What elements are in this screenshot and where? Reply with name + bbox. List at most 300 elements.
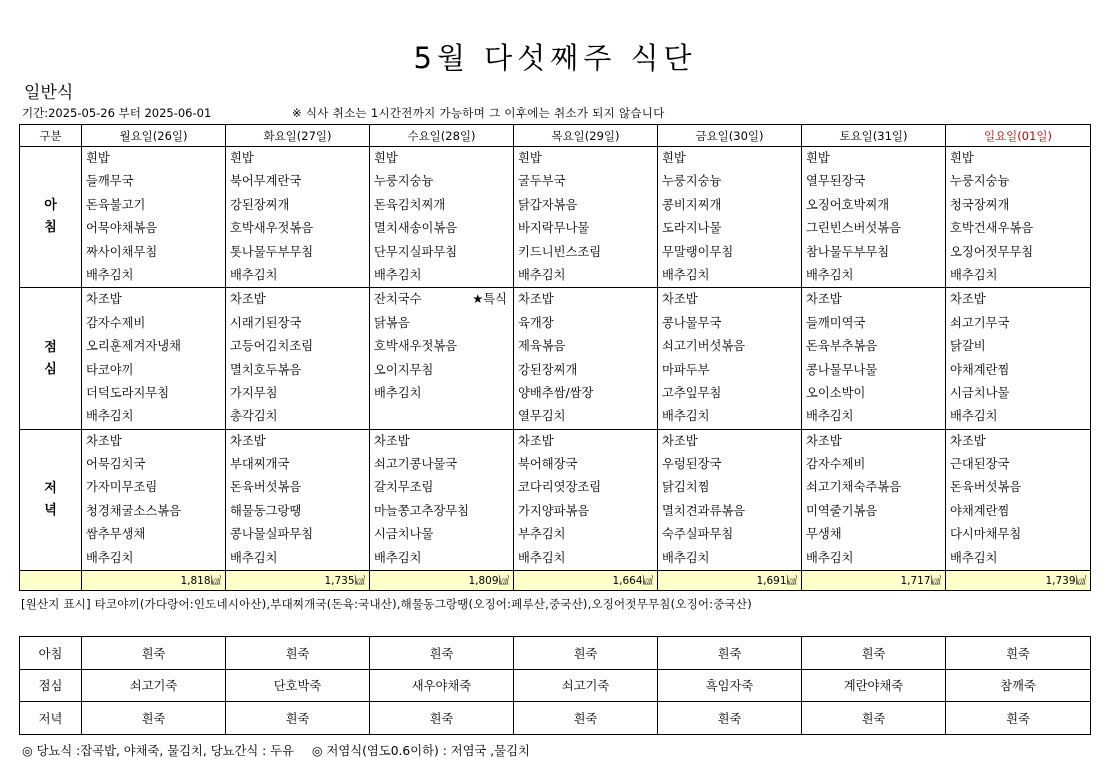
day-header-fri: 금요일(30일)	[658, 125, 802, 147]
porridge-item-mon: 흰죽	[82, 702, 226, 735]
menu-item	[946, 170, 1090, 193]
menu-item	[82, 547, 225, 570]
porridge-meal-label: 점심	[20, 669, 82, 702]
porridge-item-sat: 흰죽	[802, 637, 946, 670]
menu-item	[82, 382, 225, 405]
menu-item	[370, 241, 513, 264]
menu-item-text: 콩비지찌개	[662, 197, 722, 212]
menu-item	[226, 547, 369, 570]
menu-item-text: 갈치무조림	[374, 480, 434, 495]
menu-item-text: 감자수제비	[86, 315, 146, 330]
menu-item-text: 콩나물실파무침	[230, 527, 314, 542]
menu-item	[802, 147, 945, 170]
menu-item-text: 양배추쌈/쌈장	[518, 385, 594, 400]
menu-item-text: 배추김치	[374, 267, 422, 282]
menu-item	[370, 312, 513, 335]
menu-item-text: 시금치나물	[374, 527, 434, 542]
menu-item	[514, 288, 657, 311]
menu-item	[514, 430, 657, 453]
porridge-item-fri: 흰죽	[658, 637, 802, 670]
menu-item	[514, 217, 657, 240]
menu-item-text: 배추김치	[806, 267, 854, 282]
menu-item-text: 북어무계란국	[230, 174, 302, 189]
menu-item-text: 강된장찌개	[230, 197, 290, 212]
menu-item	[514, 476, 657, 499]
day-header-mon: 월요일(26일)	[82, 125, 226, 147]
menu-item	[82, 217, 225, 240]
menu-item-text: 야채계란찜	[950, 503, 1010, 518]
menu-item	[802, 500, 945, 523]
menu-item	[370, 382, 513, 405]
menu-item-text: 배추김치	[806, 550, 854, 565]
menu-item	[514, 500, 657, 523]
menu-item	[658, 288, 801, 311]
menu-item-text: 콩나물무나물	[806, 362, 878, 377]
menu-item	[946, 217, 1090, 240]
menu-item-text: 차조밥	[662, 292, 698, 307]
menu-item-text: 닭김치찜	[662, 480, 710, 495]
porridge-item-tue: 흰죽	[226, 702, 370, 735]
menu-item	[370, 453, 513, 476]
menu-item-text: 제육볶음	[518, 339, 566, 354]
kcal-mon: 1,818㎉	[82, 571, 226, 591]
menu-item	[370, 288, 513, 311]
menu-item	[226, 241, 369, 264]
menu-item-text: 쌈추무생채	[86, 527, 146, 542]
menu-item	[658, 312, 801, 335]
menu-item	[802, 241, 945, 264]
menu-cell-dinner-thu	[514, 429, 658, 570]
menu-cell-lunch-fri	[658, 288, 802, 429]
menu-item-text: 오징어젓무무침	[950, 244, 1034, 259]
menu-item-text: 감자수제비	[806, 457, 866, 472]
menu-item	[514, 335, 657, 358]
menu-item	[370, 359, 513, 382]
menu-item-text: 배추김치	[374, 550, 422, 565]
menu-item-text: 흰밥	[230, 151, 254, 165]
menu-item-text: 차조밥	[374, 433, 410, 448]
porridge-meal-label: 저녁	[20, 702, 82, 735]
menu-cell-breakfast-thu	[514, 147, 658, 288]
menu-item-text: 마늘쫑고추장무침	[374, 503, 470, 518]
meal-label-lunch: 점 심	[20, 288, 82, 429]
menu-item	[226, 382, 369, 405]
menu-item-text: 부대찌개국	[230, 457, 290, 472]
menu-cell-lunch-sun	[946, 288, 1091, 429]
menu-item	[82, 523, 225, 546]
menu-item	[226, 335, 369, 358]
menu-item	[946, 288, 1090, 311]
porridge-item-fri: 흰죽	[658, 702, 802, 735]
menu-item-text: 흰밥	[86, 151, 110, 165]
menu-item	[946, 194, 1090, 217]
porridge-item-sun: 참깨죽	[946, 669, 1091, 702]
menu-item	[370, 523, 513, 546]
kcal-wed: 1,809㎉	[370, 571, 514, 591]
menu-cell-breakfast-tue	[226, 147, 370, 288]
kcal-fri: 1,691㎉	[658, 571, 802, 591]
porridge-item-wed: 흰죽	[370, 637, 514, 670]
meal-label-dinner: 저 녁	[20, 429, 82, 570]
menu-cell-dinner-mon	[82, 429, 226, 570]
menu-item	[226, 217, 369, 240]
menu-item	[946, 430, 1090, 453]
menu-item-text: 참나물두부무침	[806, 244, 890, 259]
menu-item-text: 그린빈스버섯볶음	[806, 221, 902, 236]
menu-item-text: 호박건새우볶음	[950, 221, 1034, 236]
menu-item	[82, 241, 225, 264]
menu-item	[802, 359, 945, 382]
menu-item-text: 무생채	[806, 527, 842, 542]
menu-item-text: 배추김치	[86, 409, 134, 424]
menu-item-text: 부추김치	[518, 527, 566, 542]
menu-item-text: 청국장찌개	[950, 197, 1010, 212]
menu-item	[82, 500, 225, 523]
menu-item-text: 호박새우젓볶음	[374, 339, 458, 354]
kcal-sun: 1,739㎉	[946, 571, 1091, 591]
menu-item	[226, 312, 369, 335]
special-meal-badge: ★특식	[472, 292, 507, 307]
menu-item	[514, 382, 657, 405]
menu-item-text: 열무김치	[518, 409, 566, 424]
kcal-label-cell	[20, 571, 82, 591]
diet-footer	[22, 741, 544, 759]
menu-item-text: 마파두부	[662, 362, 710, 377]
menu-item	[658, 170, 801, 193]
menu-item	[658, 264, 801, 287]
menu-item	[514, 453, 657, 476]
menu-item-text: 누룽지숭늉	[662, 174, 722, 189]
menu-item	[82, 264, 225, 287]
menu-item-text: 타코야끼	[86, 362, 134, 377]
porridge-item-mon: 쇠고기죽	[82, 669, 226, 702]
menu-item-text: 차조밥	[518, 433, 554, 448]
menu-item	[226, 453, 369, 476]
menu-item	[658, 430, 801, 453]
porridge-meal-label: 아침	[20, 637, 82, 670]
menu-item	[514, 547, 657, 570]
menu-item	[226, 405, 369, 428]
menu-item-text: 흰밥	[806, 151, 830, 165]
menu-item-text: 다시마채무침	[950, 527, 1022, 542]
meal-row-lunch	[20, 288, 1091, 429]
menu-item	[82, 430, 225, 453]
menu-item-text: 가지양파볶음	[518, 503, 590, 518]
menu-item	[226, 194, 369, 217]
menu-item-text: 멸치견과류볶음	[662, 503, 746, 518]
menu-item	[802, 405, 945, 428]
menu-type-subtitle: 일반식	[24, 83, 74, 103]
menu-item	[226, 430, 369, 453]
menu-item-text: 해물동그랑땡	[230, 503, 302, 518]
menu-item	[370, 264, 513, 287]
menu-item	[658, 335, 801, 358]
menu-cell-lunch-thu	[514, 288, 658, 429]
menu-item-text: 들깨무국	[86, 174, 134, 189]
menu-item-text: 배추김치	[950, 550, 998, 565]
menu-item	[514, 264, 657, 287]
menu-item-text: 차조밥	[950, 433, 986, 448]
menu-item	[226, 288, 369, 311]
menu-item-text: 쇠고기무국	[950, 315, 1010, 330]
menu-item	[946, 241, 1090, 264]
day-header-sun: 일요일(01일)	[946, 125, 1091, 147]
menu-item-text: 북어해장국	[518, 457, 578, 472]
porridge-item-wed: 새우야채죽	[370, 669, 514, 702]
menu-item	[946, 547, 1090, 570]
menu-item	[802, 170, 945, 193]
menu-item	[802, 264, 945, 287]
menu-item-text: 짜사이채무침	[86, 244, 158, 259]
menu-item-text: 우렁된장국	[662, 457, 722, 472]
porridge-row-dinner	[20, 702, 1091, 735]
menu-item-text: 숙주실파무침	[662, 527, 734, 542]
day-header-sat: 토요일(31일)	[802, 125, 946, 147]
menu-item	[370, 476, 513, 499]
menu-item-text: 돈육부추볶음	[806, 339, 878, 354]
menu-item-text: 누룽지숭늉	[950, 174, 1010, 189]
menu-item-text: 쇠고기버섯볶음	[662, 339, 746, 354]
porridge-row-breakfast	[20, 637, 1091, 670]
menu-item-text: 돈육버섯볶음	[950, 480, 1022, 495]
menu-item-text: 무말랭이무침	[662, 244, 734, 259]
menu-item	[658, 382, 801, 405]
menu-item-text: 가지무침	[230, 385, 278, 400]
menu-item	[946, 405, 1090, 428]
porridge-item-fri: 흑임자죽	[658, 669, 802, 702]
menu-item	[658, 476, 801, 499]
menu-item	[514, 405, 657, 428]
kcal-sat: 1,717㎉	[802, 571, 946, 591]
menu-item-text: 고추잎무침	[662, 385, 722, 400]
menu-item-text: 돈육버섯볶음	[230, 480, 302, 495]
menu-item	[514, 241, 657, 264]
menu-item-text: 차조밥	[806, 433, 842, 448]
menu-item-text: 시래기된장국	[230, 315, 302, 330]
menu-item-text: 열무된장국	[806, 174, 866, 189]
menu-item	[802, 194, 945, 217]
menu-item	[658, 217, 801, 240]
menu-item-text: 쇠고기콩나물국	[374, 457, 458, 472]
menu-item-text: 굴두부국	[518, 174, 566, 189]
menu-item-text: 배추김치	[230, 550, 278, 565]
menu-item-text: 청경채굴소스볶음	[86, 503, 182, 518]
day-header-wed: 수요일(28일)	[370, 125, 514, 147]
menu-item-text: 배추김치	[518, 267, 566, 282]
menu-cell-lunch-mon	[82, 288, 226, 429]
menu-item-text: 잔치국수	[374, 292, 422, 307]
menu-item	[370, 547, 513, 570]
menu-item-text: 오이소박이	[806, 385, 866, 400]
menu-item-text: 육개장	[518, 315, 554, 330]
menu-item	[82, 405, 225, 428]
day-header-tue: 화요일(27일)	[226, 125, 370, 147]
menu-item	[802, 430, 945, 453]
origin-notice: [원산지 표시] 타코야끼(가다랑어:인도네시아산),부대찌개국(돈육:국내산),해물동그랑땡(오징어:페루산,중국산),오징어젓무무침(오징어:중국산)	[21, 597, 752, 611]
day-header-thu: 목요일(29일)	[514, 125, 658, 147]
menu-item-text: 오리훈제겨자냉채	[86, 339, 182, 354]
menu-item	[82, 335, 225, 358]
menu-item-text: 야채계란찜	[950, 362, 1010, 377]
header-label: 구분	[20, 125, 82, 147]
menu-item-text: 배추김치	[86, 550, 134, 565]
porridge-item-sat: 계란야채죽	[802, 669, 946, 702]
porridge-item-thu: 쇠고기죽	[514, 669, 658, 702]
menu-item	[658, 241, 801, 264]
page-title: 5월 다섯째주 식단	[413, 41, 697, 75]
menu-item-text: 배추김치	[86, 267, 134, 282]
menu-item	[370, 335, 513, 358]
menu-item-text: 멸치새송이볶음	[374, 221, 458, 236]
porridge-item-sun: 흰죽	[946, 637, 1091, 670]
menu-item-text: 돈육김치찌개	[374, 197, 446, 212]
menu-item-text: 호박새우젓볶음	[230, 221, 314, 236]
menu-item	[802, 523, 945, 546]
menu-item-text: 차조밥	[806, 292, 842, 307]
menu-item-text: 가자미무조림	[86, 480, 158, 495]
menu-cell-lunch-tue	[226, 288, 370, 429]
menu-item	[946, 312, 1090, 335]
menu-item	[226, 476, 369, 499]
menu-item-text: 흰밥	[662, 151, 686, 165]
menu-item	[226, 500, 369, 523]
porridge-item-wed: 흰죽	[370, 702, 514, 735]
menu-item-text: 차조밥	[86, 433, 122, 448]
menu-item	[82, 194, 225, 217]
menu-item	[82, 170, 225, 193]
menu-cell-breakfast-sat	[802, 147, 946, 288]
menu-item	[658, 405, 801, 428]
menu-item	[82, 147, 225, 170]
porridge-row-lunch	[20, 669, 1091, 702]
porridge-item-sat: 흰죽	[802, 702, 946, 735]
menu-cell-breakfast-sun	[946, 147, 1091, 288]
menu-item	[658, 547, 801, 570]
menu-item-text: 들깨미역국	[806, 315, 866, 330]
menu-item-text: 배추김치	[230, 267, 278, 282]
menu-item-text: 차조밥	[662, 433, 698, 448]
menu-item	[226, 170, 369, 193]
porridge-item-thu: 흰죽	[514, 702, 658, 735]
menu-item-text: 차조밥	[950, 292, 986, 307]
menu-item	[514, 312, 657, 335]
menu-item-text: 어묵야채볶음	[86, 221, 158, 236]
porridge-item-tue: 흰죽	[226, 637, 370, 670]
menu-item	[370, 170, 513, 193]
menu-item	[658, 147, 801, 170]
menu-cell-breakfast-wed	[370, 147, 514, 288]
menu-item	[658, 359, 801, 382]
menu-item	[226, 264, 369, 287]
menu-item	[802, 312, 945, 335]
menu-item-text: 차조밥	[230, 433, 266, 448]
menu-item	[946, 500, 1090, 523]
menu-item	[82, 453, 225, 476]
menu-item-text: 바지락무나물	[518, 221, 590, 236]
menu-item-text: 차조밥	[230, 292, 266, 307]
menu-item	[226, 523, 369, 546]
menu-item	[802, 217, 945, 240]
menu-item-text: 콩나물무국	[662, 315, 722, 330]
menu-item	[370, 147, 513, 170]
menu-item-text: 멸치호두볶음	[230, 362, 302, 377]
menu-item-text: 키드니빈스조림	[518, 244, 602, 259]
menu-item-text: 흰밥	[518, 151, 542, 165]
menu-item	[658, 453, 801, 476]
menu-item	[370, 194, 513, 217]
menu-item	[946, 359, 1090, 382]
porridge-item-mon: 흰죽	[82, 637, 226, 670]
menu-item-text: 배추김치	[662, 409, 710, 424]
menu-item-text: 흰밥	[374, 151, 398, 165]
menu-item-text: 배추김치	[806, 409, 854, 424]
kcal-row	[20, 571, 1091, 591]
menu-item-text: 더덕도라지무침	[86, 385, 170, 400]
menu-item	[802, 335, 945, 358]
menu-item	[946, 382, 1090, 405]
menu-cell-dinner-sat	[802, 429, 946, 570]
menu-item	[82, 288, 225, 311]
menu-item-text: 닭볶음	[374, 315, 410, 330]
menu-item	[370, 430, 513, 453]
menu-item-text: 단무지실파무침	[374, 244, 458, 259]
menu-item	[658, 523, 801, 546]
menu-item	[658, 500, 801, 523]
menu-item	[946, 523, 1090, 546]
menu-cell-dinner-wed	[370, 429, 514, 570]
menu-item	[802, 288, 945, 311]
menu-item-text: 배추김치	[662, 550, 710, 565]
menu-item-text: 강된장찌개	[518, 362, 578, 377]
menu-item	[802, 382, 945, 405]
day-header-row	[20, 125, 1091, 147]
menu-item-text: 닭갑자볶음	[518, 197, 578, 212]
menu-item-text: 근대된장국	[950, 457, 1010, 472]
cancel-notice: ※ 식사 취소는 1시간전까지 가능하며 그 이후에는 취소가 되지 않습니다	[292, 106, 665, 120]
menu-item-text: 도라지나물	[662, 221, 722, 236]
menu-item-text: 쇠고기채숙주볶음	[806, 480, 902, 495]
meal-row-dinner	[20, 429, 1091, 570]
menu-cell-breakfast-mon	[82, 147, 226, 288]
menu-item-text: 어묵김치국	[86, 457, 146, 472]
menu-item-text: 시금치나물	[950, 385, 1010, 400]
menu-cell-breakfast-fri	[658, 147, 802, 288]
menu-item	[802, 453, 945, 476]
menu-item	[946, 335, 1090, 358]
menu-item-text: 배추김치	[662, 267, 710, 282]
menu-item	[82, 359, 225, 382]
menu-item	[946, 147, 1090, 170]
porridge-item-thu: 흰죽	[514, 637, 658, 670]
menu-item-text: 미역줄기볶음	[806, 503, 878, 518]
menu-item-text: 코다리엿장조림	[518, 480, 602, 495]
menu-item-text: 고등어김치조림	[230, 339, 314, 354]
menu-item-text: 닭갈비	[950, 339, 986, 354]
menu-item	[514, 359, 657, 382]
menu-item	[514, 170, 657, 193]
menu-item	[226, 359, 369, 382]
porridge-table	[19, 636, 1091, 735]
porridge-item-sun: 흰죽	[946, 702, 1091, 735]
menu-cell-dinner-sun	[946, 429, 1091, 570]
menu-item-text: 흰밥	[950, 151, 974, 165]
menu-item	[514, 147, 657, 170]
menu-item	[370, 217, 513, 240]
menu-item-text: 차조밥	[518, 292, 554, 307]
menu-item	[946, 453, 1090, 476]
menu-item	[226, 147, 369, 170]
menu-item-text: 총각김치	[230, 409, 278, 424]
